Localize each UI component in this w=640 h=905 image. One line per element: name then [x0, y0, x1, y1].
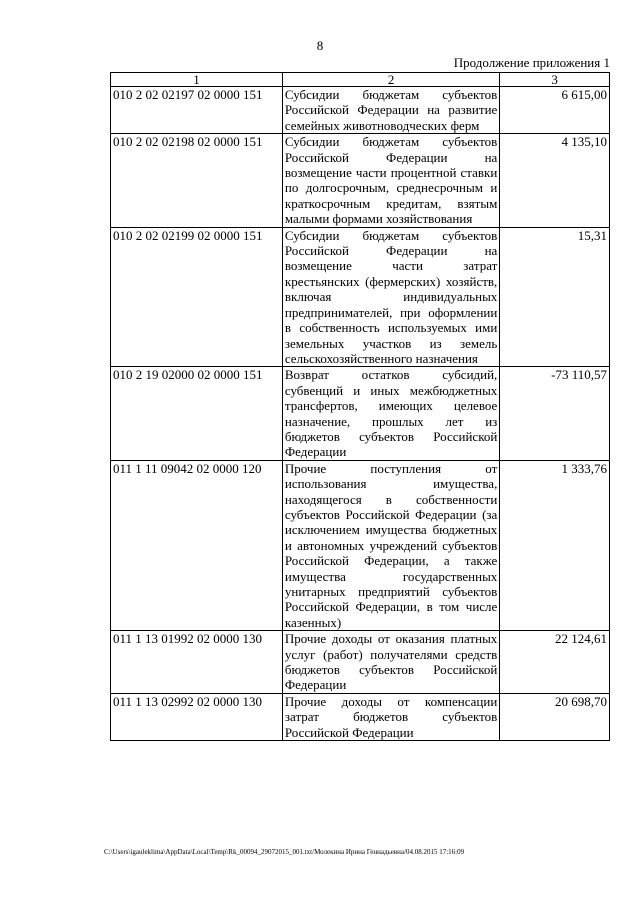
file-path-footer: C:\Users\igauleklima\AppData\Local\Temp\Rk_00094_29072015_001.txt/Молекина Ирина Геннадьевна/04.08.2015 17:16:09	[104, 848, 465, 856]
table-row	[111, 227, 610, 367]
row-description: Субсидии бюджетам субъектов Российской Федерации на развитие семейных животноводческих ферм	[282, 87, 499, 134]
row-amount: 4 135,10	[500, 134, 610, 227]
row-description: Прочие доходы от оказания платных услуг (работ) получателями средств бюджетов субъектов Российской Федерации	[282, 631, 499, 694]
row-code: 011 1 11 09042 02 0000 120	[111, 460, 283, 630]
row-description: Прочие поступления от использования имущества, находящегося в собственности субъектов Российской Федерации (за исключением имущества бюджетных и автономных учреждений субъектов Российской Федерации, а также имущества государственных унитарных предприятий субъектов Российской Федерации, в том числе казенных)	[282, 460, 499, 630]
row-code: 011 1 13 01992 02 0000 130	[111, 631, 283, 694]
column-header-description: 2	[282, 73, 499, 87]
table-row	[111, 367, 610, 460]
table-row	[111, 631, 610, 694]
table-row	[111, 693, 610, 740]
table-row	[111, 134, 610, 227]
table-header-row	[111, 73, 610, 87]
row-description: Субсидии бюджетам субъектов Российской Федерации на возмещение части процентной ставки по долгосрочным, среднесрочным и краткосрочным кредитам, взятым малыми формами хозяйствования	[282, 134, 499, 227]
row-amount: 20 698,70	[500, 693, 610, 740]
column-header-code: 1	[111, 73, 283, 87]
row-description: Возврат остатков субсидий, субвенций и иных межбюджетных трансфертов, имеющих целевое назначение, прошлых лет из бюджетов субъектов Российской Федерации	[282, 367, 499, 460]
revenue-table	[110, 72, 610, 741]
column-header-amount: 3	[500, 73, 610, 87]
row-amount: 6 615,00	[500, 87, 610, 134]
appendix-continuation-label: Продолжение приложения 1	[453, 55, 610, 70]
row-code: 011 1 13 02992 02 0000 130	[111, 693, 283, 740]
table-row	[111, 460, 610, 630]
row-amount: 15,31	[500, 227, 610, 367]
row-code: 010 2 19 02000 02 0000 151	[111, 367, 283, 460]
row-amount: -73 110,57	[500, 367, 610, 460]
page-number: 8	[316, 38, 324, 53]
row-code: 010 2 02 02199 02 0000 151	[111, 227, 283, 367]
row-description: Прочие доходы от компенсации затрат бюджетов субъектов Российской Федерации	[282, 693, 499, 740]
row-description: Субсидии бюджетам субъектов Российской Федерации на возмещение части затрат крестьянских (фермерских) хозяйств, включая индивидуальных предпринимателей, при оформлении в собственность используемых ими земельных участков из земель сельскохозяйственного назначения	[282, 227, 499, 367]
table-row	[111, 87, 610, 134]
row-code: 010 2 02 02197 02 0000 151	[111, 87, 283, 134]
row-amount: 1 333,76	[500, 460, 610, 630]
row-amount: 22 124,61	[500, 631, 610, 694]
row-code: 010 2 02 02198 02 0000 151	[111, 134, 283, 227]
